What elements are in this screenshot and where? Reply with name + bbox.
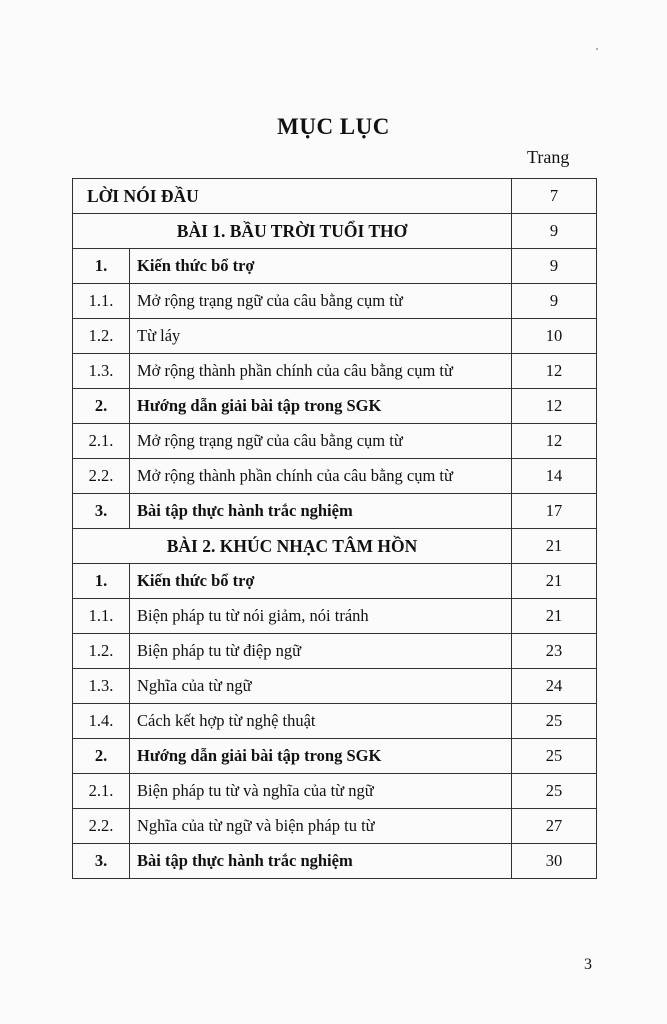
- toc-row[interactable]: [73, 704, 597, 739]
- toc-row-number: 2.2.: [73, 809, 130, 844]
- toc-row-number: 1.2.: [73, 319, 130, 354]
- toc-row-number: 3.: [73, 494, 130, 529]
- toc-row-number: 1.3.: [73, 354, 130, 389]
- toc-row-number: 1.1.: [73, 599, 130, 634]
- toc-row-page: 12: [512, 354, 597, 389]
- toc-row[interactable]: [73, 319, 597, 354]
- toc-row-number: 1.: [73, 249, 130, 284]
- toc-row-label: Biện pháp tu từ và nghĩa của từ ngữ: [130, 774, 512, 809]
- toc-row-number: 3.: [73, 844, 130, 879]
- toc-row[interactable]: [73, 739, 597, 774]
- toc-row-page: 10: [512, 319, 597, 354]
- toc-row-page: 9: [512, 284, 597, 319]
- toc-row-page: 21: [512, 564, 597, 599]
- toc-row-label: Từ láy: [130, 319, 512, 354]
- toc-row-number: 1.: [73, 564, 130, 599]
- lesson-heading-row[interactable]: [73, 529, 597, 564]
- toc-row-label: Mở rộng thành phần chính của câu bằng cụm từ: [130, 459, 512, 494]
- toc-row-number: 1.1.: [73, 284, 130, 319]
- toc-row-page: 25: [512, 739, 597, 774]
- scan-speck: [596, 48, 598, 50]
- toc-row-number: 2.: [73, 389, 130, 424]
- lesson-page: 9: [512, 214, 597, 249]
- table-of-contents: [72, 178, 597, 879]
- toc-row-number: 1.4.: [73, 704, 130, 739]
- toc-row-number: 2.: [73, 739, 130, 774]
- toc-row[interactable]: [73, 459, 597, 494]
- lesson-page: 21: [512, 529, 597, 564]
- toc-row-page: 23: [512, 634, 597, 669]
- toc-row-label: Mở rộng trạng ngữ của câu bằng cụm từ: [130, 284, 512, 319]
- toc-row-page: 12: [512, 389, 597, 424]
- toc-row-label: Kiến thức bổ trợ: [130, 564, 512, 599]
- toc-row-number: 1.2.: [73, 634, 130, 669]
- toc-row-label: Cách kết hợp từ nghệ thuật: [130, 704, 512, 739]
- preface-title: LỜI NÓI ĐẦU: [73, 179, 512, 214]
- preface-page: 7: [512, 179, 597, 214]
- toc-row[interactable]: [73, 494, 597, 529]
- toc-row-label: Biện pháp tu từ điệp ngữ: [130, 634, 512, 669]
- page-column-header: Trang: [527, 147, 570, 167]
- toc-row-number: 2.1.: [73, 774, 130, 809]
- toc-row[interactable]: [73, 424, 597, 459]
- toc-row[interactable]: [73, 599, 597, 634]
- toc-row[interactable]: [73, 844, 597, 879]
- toc-row-page: 24: [512, 669, 597, 704]
- toc-row-page: 12: [512, 424, 597, 459]
- toc-row-page: 14: [512, 459, 597, 494]
- toc-row-number: 1.3.: [73, 669, 130, 704]
- toc-row-page: 27: [512, 809, 597, 844]
- toc-row-label: Hướng dẫn giải bài tập trong SGK: [130, 389, 512, 424]
- toc-row[interactable]: [73, 669, 597, 704]
- toc-row-page: 25: [512, 704, 597, 739]
- lesson-heading-row[interactable]: [73, 214, 597, 249]
- toc-row-label: Kiến thức bổ trợ: [130, 249, 512, 284]
- toc-row-page: 9: [512, 249, 597, 284]
- preface-row[interactable]: [73, 179, 597, 214]
- toc-row-page: 30: [512, 844, 597, 879]
- toc-row[interactable]: [73, 284, 597, 319]
- toc-row-label: Hướng dẫn giải bài tập trong SGK: [130, 739, 512, 774]
- toc-row-label: Biện pháp tu từ nói giảm, nói tránh: [130, 599, 512, 634]
- toc-row[interactable]: [73, 564, 597, 599]
- toc-row-label: Mở rộng trạng ngữ của câu bằng cụm từ: [130, 424, 512, 459]
- toc-row[interactable]: [73, 389, 597, 424]
- toc-row-label: Nghĩa của từ ngữ và biện pháp tu từ: [130, 809, 512, 844]
- toc-row-page: 21: [512, 599, 597, 634]
- toc-row-label: Nghĩa của từ ngữ: [130, 669, 512, 704]
- toc-row-label: Bài tập thực hành trắc nghiệm: [130, 494, 512, 529]
- toc-row-page: 25: [512, 774, 597, 809]
- toc-row-label: Bài tập thực hành trắc nghiệm: [130, 844, 512, 879]
- toc-body: [73, 179, 597, 879]
- lesson-title: BÀI 2. KHÚC NHẠC TÂM HỒN: [73, 529, 512, 564]
- toc-row-number: 2.1.: [73, 424, 130, 459]
- toc-row-number: 2.2.: [73, 459, 130, 494]
- footer-page-number: 3: [584, 956, 592, 973]
- toc-row[interactable]: [73, 634, 597, 669]
- toc-row-page: 17: [512, 494, 597, 529]
- toc-row[interactable]: [73, 774, 597, 809]
- toc-row[interactable]: [73, 809, 597, 844]
- page-title: MỤC LỤC: [277, 114, 390, 139]
- toc-row[interactable]: [73, 354, 597, 389]
- toc-row[interactable]: [73, 249, 597, 284]
- lesson-title: BÀI 1. BẦU TRỜI TUỔI THƠ: [73, 214, 512, 249]
- toc-row-label: Mở rộng thành phần chính của câu bằng cụm từ: [130, 354, 512, 389]
